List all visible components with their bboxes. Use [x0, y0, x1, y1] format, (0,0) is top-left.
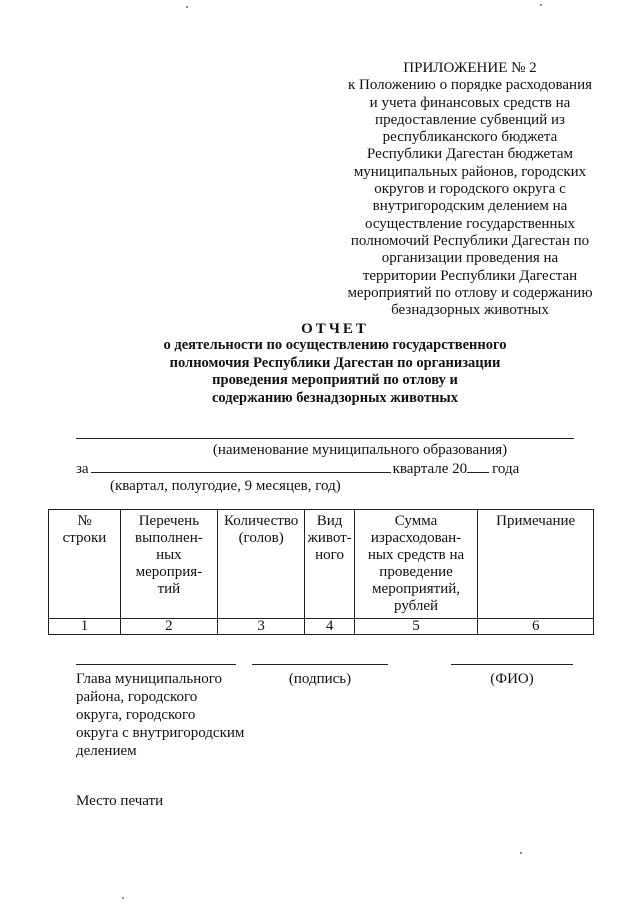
report-subtitle-line: проведения мероприятий по отлову и: [212, 372, 458, 388]
table-row: [49, 619, 594, 635]
period-prefix: за: [76, 461, 89, 477]
report-subtitle: [120, 337, 550, 407]
appendix-line: мероприятий по отлову и содержанию: [347, 284, 593, 301]
stamp-place-label: Место печати: [76, 793, 164, 809]
scan-speck: [520, 852, 522, 854]
year-blank-field[interactable]: [467, 459, 489, 473]
signature-label: (подпись): [288, 671, 352, 687]
period-suffix-year: года: [492, 461, 520, 477]
period-caption: (квартал, полугодие, 9 месяцев, год): [110, 478, 341, 494]
report-title: ОТЧЕТ: [301, 321, 369, 337]
appendix-title: ПРИЛОЖЕНИЕ № 2: [403, 60, 537, 76]
scan-speck: [540, 4, 542, 6]
scan-speck: [122, 897, 124, 899]
appendix-line: к Положению о порядке расходования: [348, 77, 592, 94]
fio-label: (ФИО): [490, 671, 534, 687]
head-title-line: делением: [76, 743, 137, 759]
appendix-line: Республики Дагестан бюджетам: [366, 146, 574, 163]
header-amount: Сумма израсходован- ных средств на проведение мероприятий, рублей: [354, 510, 478, 619]
header-quantity: Количество (голов): [217, 510, 305, 619]
head-title-line: округа с внутригородским: [76, 725, 245, 741]
report-subtitle-line: содержанию безнадзорных животных: [211, 389, 459, 406]
municipality-caption: (наименование муниципального образования): [212, 442, 508, 458]
appendix-block: [330, 60, 610, 319]
report-subtitle-line: о деятельности по осуществлению государственного: [163, 337, 507, 353]
head-signature-line[interactable]: [76, 664, 236, 665]
appendix-line: округов и городского округа с: [374, 181, 566, 198]
table-header-row: [49, 510, 594, 619]
scan-speck: [186, 6, 188, 8]
header-note: Примечание: [478, 510, 594, 619]
appendix-line: республиканского бюджета: [382, 129, 558, 146]
head-title-line: округа, городского: [76, 707, 196, 723]
report-table: [48, 509, 594, 635]
appendix-line: безнадзорных животных: [391, 302, 549, 319]
head-title-line: района, городского: [76, 689, 198, 705]
report-subtitle-line: полномочия Республики Дагестан по организации: [169, 354, 501, 371]
appendix-line: внутригородским делением на: [372, 198, 568, 215]
municipality-blank-line[interactable]: [76, 438, 574, 439]
head-title-line: Глава муниципального: [76, 671, 223, 687]
appendix-line: предоставление субвенций из: [375, 111, 565, 128]
column-number-cell: 6: [478, 619, 594, 635]
column-number-cell: 1: [49, 619, 121, 635]
head-title-label: [76, 670, 266, 760]
appendix-line: территории Республики Дагестан: [362, 267, 578, 284]
appendix-line: и учета финансовых средств на: [369, 94, 571, 111]
signature-line[interactable]: [252, 664, 388, 665]
column-number-cell: 5: [354, 619, 478, 635]
period-suffix-quarter: квартале 20: [392, 461, 468, 477]
header-row-number: № строки: [49, 510, 121, 619]
appendix-line: осуществление государственных: [364, 215, 576, 232]
appendix-line: полномочий Республики Дагестан по: [350, 232, 590, 249]
header-animal-type: Вид живот- ного: [305, 510, 354, 619]
header-activities: Перечень выполнен- ных мероприя- тий: [120, 510, 217, 619]
period-blank-field[interactable]: [91, 459, 391, 473]
appendix-line: муниципальных районов, городских: [353, 163, 587, 180]
period-row: [76, 459, 596, 478]
column-number-cell: 4: [305, 619, 354, 635]
appendix-line: организации проведения на: [381, 250, 559, 267]
column-number-cell: 3: [217, 619, 305, 635]
fio-line[interactable]: [451, 664, 573, 665]
column-number-cell: 2: [120, 619, 217, 635]
